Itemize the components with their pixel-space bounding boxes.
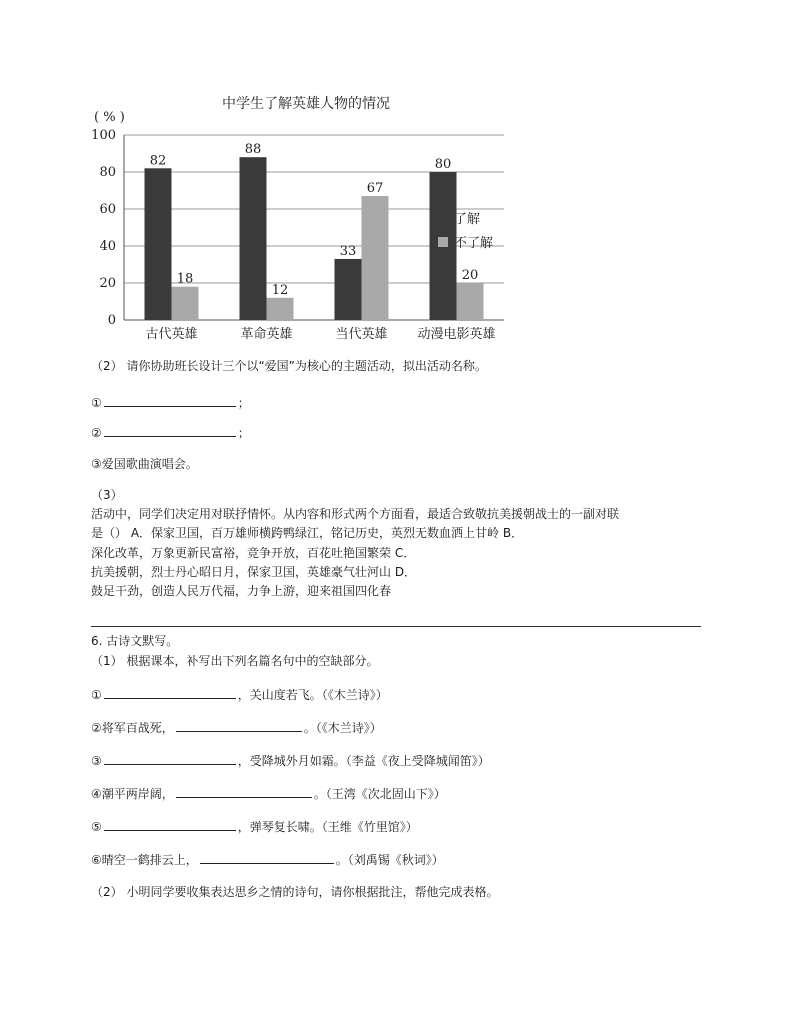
poem-item-2-post: 。（《木兰诗》） [303,721,382,735]
answer-blank[interactable] [104,424,236,437]
bar-chart [88,88,518,350]
poem-item-5-pre: ⑤ [91,820,102,834]
answer-blank[interactable] [104,818,236,831]
data-label: 33 [339,243,357,259]
poem-item-5 [91,818,418,835]
q2-item-2-end: ； [237,426,250,440]
q2-item-3: ③爱国歌曲演唱会。 [91,457,198,471]
data-label: 18 [176,271,194,287]
poem-item-2-pre: ②将军百战死， [91,721,174,735]
data-label: 67 [366,181,384,197]
category-label: 动漫电影英雄 [417,327,496,342]
legend-label: 了解 [454,212,481,227]
legend-swatch [438,237,448,247]
q2-item-2-mark: ② [91,426,102,440]
data-label: 88 [244,142,262,158]
answer-blank[interactable] [104,686,236,699]
poem-item-1-pre: ① [91,688,102,702]
bar [240,157,267,320]
y-tick-label: 20 [99,276,116,291]
category-label: 古代英雄 [145,327,198,342]
answer-blank[interactable] [104,394,236,407]
bar [172,287,199,320]
bar [457,283,484,320]
q3-line-2: 是（） A．保家卫国，百万雄师横跨鸭绿江，铭记历史，英烈无数血洒上甘岭 B． [91,526,524,540]
q6-sub1: （1） 根据课本，补写出下列名篇名句中的空缺部分。 [91,654,379,668]
bar [362,196,389,320]
poem-item-3 [91,752,490,769]
q2-item-1 [91,394,250,411]
chart-title: 中学生了解英雄人物的情况 [222,96,390,112]
legend-swatch [438,213,448,223]
bar [335,259,362,320]
poem-item-4 [91,785,446,802]
poem-item-5-post: ，弹琴复长啸。（王维《竹里馆》） [237,820,418,834]
section-divider [91,626,701,627]
data-label: 82 [149,153,167,169]
q3-line-1: 活动中，同学们决定用对联抒情怀。从内容和形式两个方面看，最适合致敬抗美援朝战士的一副对联 [91,507,620,521]
answer-blank[interactable] [200,851,334,864]
poem-item-4-pre: ④潮平两岸阔， [91,787,174,801]
poem-item-2 [91,719,382,736]
poem-item-3-pre: ③ [91,754,102,768]
poem-item-3-post: ，受降城外月如霜。（李益《夜上受降城闻笛》） [237,754,490,768]
q2-item-1-end: ； [237,396,250,410]
bar [145,168,172,320]
y-tick-label: 40 [99,239,116,254]
category-label: 革命英雄 [240,327,293,342]
y-axis-unit: ( % ) [94,110,125,125]
data-label: 20 [461,268,479,283]
poem-item-1 [91,686,388,703]
y-tick-label: 100 [91,128,116,143]
answer-blank[interactable] [104,752,236,765]
data-label: 80 [434,157,452,172]
poem-item-6 [91,851,444,868]
y-tick-label: 60 [99,202,116,217]
q2-item-2 [91,424,250,441]
legend-label: 不了解 [454,236,494,251]
q6-sub2: （2） 小明同学要收集表达思乡之情的诗句，请你根据批注，帮他完成表格。 [91,885,499,899]
answer-blank[interactable] [176,785,312,798]
q3-line-4: 抗美援朝，烈士丹心昭日月，保家卫国，英雄豪气壮河山 D． [91,565,417,579]
y-tick-layer [91,128,116,328]
category-label: 当代英雄 [335,327,388,342]
poem-item-1-post: ，关山度若飞。（《木兰诗》） [237,688,388,702]
q6-title: 6. 古诗文默写。 [91,634,179,648]
q3-line-5: 鼓足干劲，创造人民万代福，力争上游，迎来祖国四化春 [91,584,392,598]
q3-label: （3） [91,488,123,502]
poem-item-4-post: 。（王湾《次北固山下》） [313,787,446,801]
data-label: 12 [271,282,289,298]
poem-item-6-post: 。（刘禹锡《秋词》） [335,853,444,867]
y-tick-label: 80 [99,165,116,180]
category-label-layer [145,326,495,342]
answer-blank[interactable] [176,719,302,732]
poem-item-6-pre: ⑥晴空一鹤排云上， [91,853,198,867]
q2-item-1-mark: ① [91,396,102,410]
bar [267,298,294,320]
q2-prompt: （2） 请你协助班长设计三个以“爱国”为核心的主题活动，拟出活动名称。 [91,359,487,373]
bar-layer [145,142,484,320]
y-tick-label: 0 [107,313,116,328]
q3-line-3: 深化改革，万象更新民富裕，竞争开放，百花吐艳国繁荣 C． [91,546,416,560]
